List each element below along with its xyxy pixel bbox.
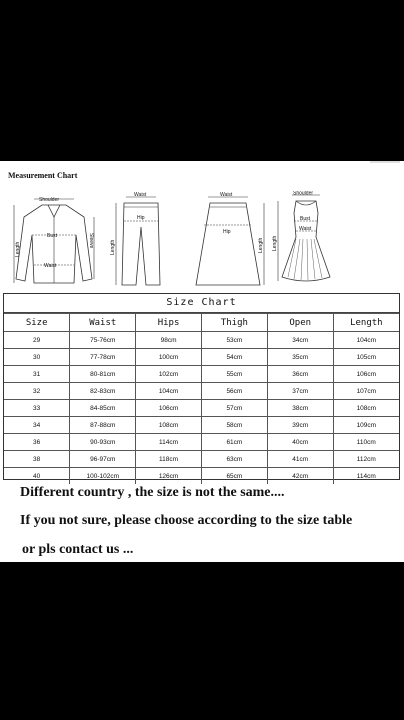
cell-length: 114cm [333,468,399,485]
cell-length: 106cm [333,366,399,383]
table-row [4,383,399,400]
header-thigh: Thigh [201,314,267,332]
corner-mark [370,161,400,163]
cell-hips: 114cm [136,434,202,451]
cell-hips: 106cm [136,400,202,417]
cell-thigh: 54cm [201,349,267,366]
cell-length: 110cm [333,434,399,451]
dress-illustration [272,191,342,291]
skirt-length-label: Length [258,237,264,253]
shirt-bust-label: Bust [47,233,58,239]
dress-bust-label: Bust [300,216,311,222]
cell-thigh: 58cm [201,417,267,434]
cell-hips: 104cm [136,383,202,400]
cell-waist: 87-88cm [70,417,136,434]
cell-length: 108cm [333,400,399,417]
dress-length-label: Length [272,235,278,251]
cell-thigh: 63cm [201,451,267,468]
cell-open: 34cm [267,332,333,349]
measurement-chart-title: Measurement Chart [8,171,78,180]
table-row [4,400,399,417]
cell-waist: 100-102cm [70,468,136,485]
table-row [4,417,399,434]
cell-waist: 80-81cm [70,366,136,383]
table-row [4,332,399,349]
size-chart-table [3,293,400,480]
size-info-image [0,161,404,562]
cell-hips: 102cm [136,366,202,383]
table-row [4,468,399,485]
cell-waist: 90-93cm [70,434,136,451]
cell-length: 107cm [333,383,399,400]
cell-size: 29 [4,332,70,349]
cell-waist: 84-85cm [70,400,136,417]
cell-size: 31 [4,366,70,383]
note-choose-size-table: If you not sure, please choose according to the size table [20,513,353,528]
cell-thigh: 55cm [201,366,267,383]
cell-length: 105cm [333,349,399,366]
cell-size: 36 [4,434,70,451]
note-contact-us: or pls contact us ... [22,542,134,557]
cell-length: 104cm [333,332,399,349]
table-row [4,349,399,366]
shirt-length-label: Length [15,241,21,257]
cell-open: 39cm [267,417,333,434]
size-chart-header-row [4,314,399,332]
shirt-sleeve-label: Sleeve [88,233,94,249]
cell-open: 36cm [267,366,333,383]
cell-thigh: 61cm [201,434,267,451]
header-waist: Waist [70,314,136,332]
shirt-waist-label: Waist [44,263,57,269]
dress-waist-label: Waist [299,226,312,232]
cell-size: 38 [4,451,70,468]
cell-size: 30 [4,349,70,366]
cell-size: 34 [4,417,70,434]
pants-length-label: Length [110,239,116,255]
cell-open: 41cm [267,451,333,468]
cell-hips: 100cm [136,349,202,366]
cell-thigh: 53cm [201,332,267,349]
cell-thigh: 57cm [201,400,267,417]
pants-illustration [108,191,168,291]
cell-waist: 77-78cm [70,349,136,366]
skirt-waist-label: Waist [220,192,233,198]
cell-open: 38cm [267,400,333,417]
shirt-illustration [12,191,96,291]
note-different-country: Different country , the size is not the same.... [20,485,285,500]
cell-size: 32 [4,383,70,400]
pants-waist-label: Waist [134,192,147,198]
cell-open: 42cm [267,468,333,485]
skirt-illustration [188,191,270,291]
cell-thigh: 65cm [201,468,267,485]
header-open: Open [267,314,333,332]
cell-open: 40cm [267,434,333,451]
dress-shoulder-label: Shoulder [293,191,314,197]
pants-hip-label: Hip [137,215,145,221]
cell-hips: 108cm [136,417,202,434]
cell-length: 112cm [333,451,399,468]
table-row [4,451,399,468]
header-hips: Hips [136,314,202,332]
cell-hips: 126cm [136,468,202,485]
cell-size: 40 [4,468,70,485]
cell-hips: 118cm [136,451,202,468]
table-row [4,366,399,383]
cell-waist: 82-83cm [70,383,136,400]
cell-open: 35cm [267,349,333,366]
header-size: Size [4,314,70,332]
cell-waist: 75-76cm [70,332,136,349]
cell-hips: 98cm [136,332,202,349]
cell-waist: 96-97cm [70,451,136,468]
cell-length: 109cm [333,417,399,434]
skirt-hip-label: Hip [223,229,231,235]
cell-open: 37cm [267,383,333,400]
header-length: Length [333,314,399,332]
table-row [4,434,399,451]
cell-thigh: 56cm [201,383,267,400]
size-chart-title: Size Chart [4,294,399,313]
shirt-shoulder-label: Shoulder [39,197,60,203]
cell-size: 33 [4,400,70,417]
